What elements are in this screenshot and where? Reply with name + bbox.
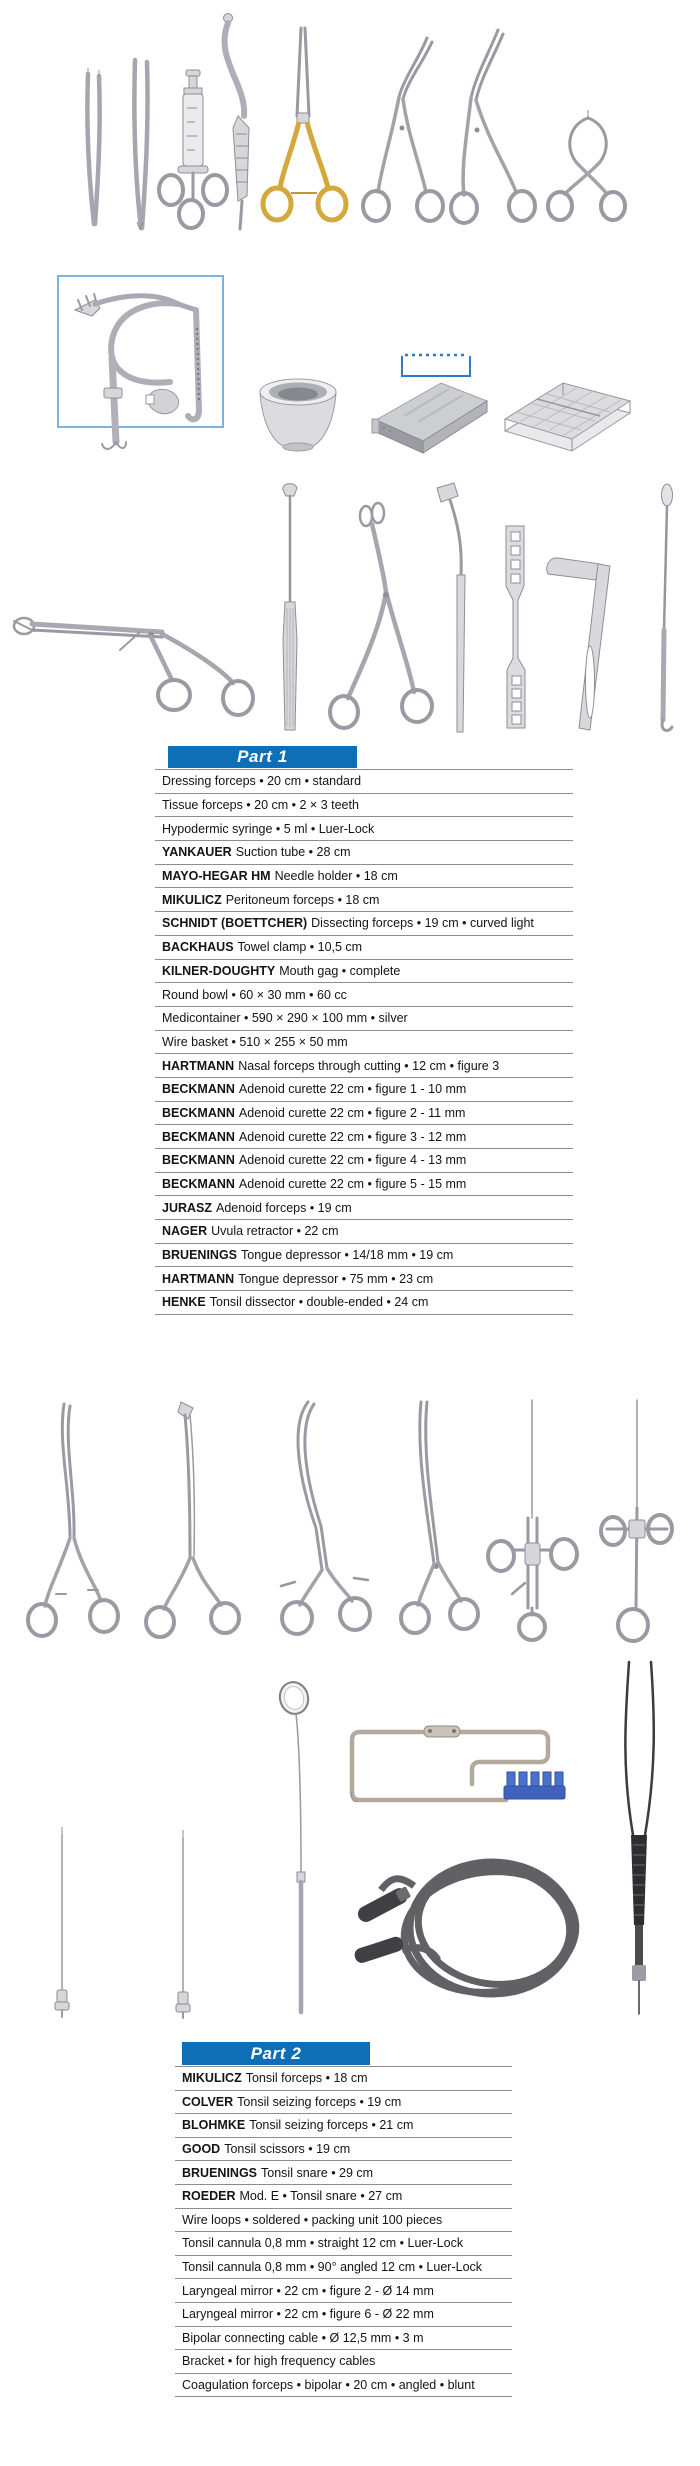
blohmke-tonsil-seizing-forceps-image [281, 1402, 370, 1634]
item-name: KILNER-DOUGHTY [162, 963, 276, 978]
table-row [175, 2231, 512, 2255]
item-name: HENKE [162, 1295, 206, 1310]
part1-title: Part 1 [237, 747, 288, 766]
table-row [155, 793, 573, 817]
instrument-row-basic [0, 0, 700, 240]
table-row [155, 1172, 573, 1196]
item-name: HARTMANN [162, 1271, 235, 1286]
item-description: Bipolar connecting cable • Ø 12,5 mm • 3 m [182, 2330, 424, 2345]
item-description: Uvula retractor • 22 cm [211, 1224, 339, 1239]
item-description: Round bowl • 60 × 30 mm • 60 cc [162, 987, 347, 1002]
table-row [155, 982, 573, 1006]
dressing-forceps-image [87, 68, 99, 224]
item-description: Tonsil scissors • 19 cm [224, 2142, 351, 2157]
table-row [175, 2090, 512, 2114]
item-description: Wire basket • 510 × 255 × 50 mm [162, 1034, 348, 1049]
item-name: YANKAUER [162, 845, 232, 860]
item-description: Hypodermic syringe • 5 ml • Luer-Lock [162, 821, 375, 836]
tissue-forceps-image [134, 60, 147, 229]
item-description: Needle holder • 18 cm [274, 869, 398, 884]
table-row [155, 1101, 573, 1125]
item-description: Laryngeal mirror • 22 cm • figure 6 - Ø 22 mm [182, 2307, 434, 2322]
table-row [155, 959, 573, 983]
mayo-hegar-needle-holder-image [263, 28, 346, 220]
instrument-row-containers [0, 270, 700, 485]
item-description: Adenoid forceps • 19 cm [216, 1200, 352, 1215]
item-name: MIKULICZ [182, 2071, 242, 2086]
kilner-doughty-mouth-gag-image [75, 294, 199, 449]
wire-basket-image [505, 383, 630, 451]
table-row [155, 1195, 573, 1219]
henke-tonsil-dissector-image [662, 484, 673, 731]
hartmann-tongue-depressor-image [547, 558, 610, 730]
part2-table [175, 2066, 512, 2397]
item-description: Bracket • for high frequency cables [182, 2354, 376, 2369]
table-row [155, 1030, 573, 1054]
item-name: SCHNIDT (BOETTCHER) [162, 916, 308, 931]
item-description: Suction tube • 28 cm [235, 845, 351, 860]
item-description: Dressing forceps • 20 cm • standard [162, 774, 362, 789]
mikulicz-tonsil-forceps-image [28, 1404, 118, 1636]
table-row [175, 2184, 512, 2208]
table-row [155, 1290, 573, 1314]
table-row [175, 2302, 512, 2326]
item-description: Adenoid curette 22 cm • figure 3 - 12 mm [238, 1129, 467, 1144]
laryngeal-mirror-image [276, 1679, 311, 2012]
item-name: BECKMANN [162, 1177, 235, 1192]
table-row [155, 864, 573, 888]
bipolar-cable-image [353, 1858, 582, 2001]
tonsil-cannula-angled-image [176, 1830, 190, 2018]
roeder-tonsil-snare-image [601, 1400, 672, 1641]
item-description: Peritoneum forceps • 18 cm [225, 892, 380, 907]
dashed-placeholder-box [402, 355, 470, 376]
item-description: Towel clamp • 10,5 cm [237, 940, 363, 955]
table-row [155, 1148, 573, 1172]
item-name: BRUENINGS [182, 2165, 258, 2180]
item-description: Tongue depressor • 14/18 mm • 19 cm [241, 1248, 454, 1263]
hypodermic-syringe-image [159, 70, 227, 228]
item-name: JURASZ [162, 1200, 213, 1215]
item-description: Tonsil cannula 0,8 mm • straight 12 cm • Luer-Lock [182, 2236, 464, 2251]
table-row [175, 2349, 512, 2373]
item-name: HARTMANN [162, 1058, 235, 1073]
table-row [155, 1077, 573, 1101]
item-name: BECKMANN [162, 1105, 235, 1120]
medicontainer-image [372, 383, 487, 453]
item-description: Tonsil forceps • 18 cm [245, 2071, 368, 2086]
item-description: Laryngeal mirror • 22 cm • figure 2 - Ø 14 mm [182, 2283, 434, 2298]
table-row [155, 816, 573, 840]
item-name: ROEDER [182, 2189, 236, 2204]
item-description: Nasal forceps through cutting • 12 cm • figure 3 [238, 1058, 500, 1073]
item-name: BECKMANN [162, 1153, 235, 1168]
item-description: Mouth gag • complete [279, 963, 401, 978]
item-description: Dissecting forceps • 19 cm • curved light [311, 916, 534, 931]
coagulation-forceps-image [625, 1662, 653, 2014]
table-row [155, 935, 573, 959]
good-tonsil-scissors-image [401, 1402, 478, 1633]
item-name: NAGER [162, 1224, 208, 1239]
table-row [155, 911, 573, 935]
colver-tonsil-seizing-forceps-image [146, 1402, 239, 1637]
item-name: BRUENINGS [162, 1248, 238, 1263]
table-row [155, 1124, 573, 1148]
table-row [175, 2137, 512, 2161]
item-description: Adenoid curette 22 cm • figure 2 - 11 mm [238, 1105, 466, 1120]
schnidt-dissecting-forceps-image [451, 30, 535, 223]
beckmann-adenoid-curette-image [283, 484, 297, 730]
table-row [175, 2208, 512, 2232]
item-name: COLVER [182, 2094, 234, 2109]
part2-header [182, 2042, 370, 2065]
cable-bracket-image [504, 1772, 565, 1799]
table-row [175, 2113, 512, 2137]
item-description: Adenoid curette 22 cm • figure 1 - 10 mm [238, 1082, 467, 1097]
part2-title: Part 2 [250, 2043, 302, 2063]
item-description: Tissue forceps • 20 cm • 2 × 3 teeth [162, 798, 359, 813]
table-row [155, 1219, 573, 1243]
item-name: BLOHMKE [182, 2118, 246, 2133]
table-row [175, 2255, 512, 2279]
table-row [155, 1053, 573, 1077]
item-description: Coagulation forceps • bipolar • 20 cm • angled • blunt [182, 2378, 475, 2393]
item-description: Adenoid curette 22 cm • figure 5 - 15 mm [238, 1177, 467, 1192]
bruenings-tongue-depressor-image [506, 526, 525, 728]
bruenings-tonsil-snare-image [488, 1400, 577, 1640]
table-row [175, 2066, 512, 2090]
item-name: BECKMANN [162, 1129, 235, 1144]
item-name: BACKHAUS [162, 940, 234, 955]
backhaus-towel-clamp-image [548, 110, 625, 220]
table-row [155, 1006, 573, 1030]
jurasz-adenoid-forceps-image [330, 503, 432, 728]
hartmann-nasal-forceps-image [14, 618, 253, 715]
table-row [155, 1243, 573, 1267]
tonsil-cannula-straight-image [55, 1827, 69, 2017]
table-row [155, 887, 573, 911]
item-description: Tonsil dissector • double-ended • 24 cm [209, 1295, 429, 1310]
instrument-row-accessories [0, 1660, 700, 2020]
item-description: Wire loops • soldered • packing unit 100 pieces [182, 2212, 443, 2227]
item-description: Tonsil cannula 0,8 mm • 90° angled 12 cm • Luer-Lock [182, 2260, 483, 2275]
item-description: Medicontainer • 590 × 290 × 100 mm • silver [162, 1011, 408, 1026]
item-description: Adenoid curette 22 cm • figure 4 - 13 mm [238, 1153, 467, 1168]
instrument-row-tonsil [0, 1398, 700, 1648]
nager-uvula-retractor-image [437, 483, 465, 732]
item-description: Mod. E • Tonsil snare • 27 cm [239, 2189, 403, 2204]
item-name: MIKULICZ [162, 892, 222, 907]
table-row [175, 2326, 512, 2350]
table-row [175, 2160, 512, 2184]
item-name: MAYO-HEGAR HM [162, 869, 271, 884]
item-description: Tonsil seizing forceps • 21 cm [249, 2118, 414, 2133]
table-row [155, 769, 573, 793]
item-description: Tongue depressor • 75 mm • 23 cm [238, 1271, 434, 1286]
mikulicz-peritoneum-forceps-image [363, 38, 443, 221]
part1-table [155, 769, 573, 1315]
round-bowl-image [260, 379, 336, 451]
item-description: Tonsil snare • 29 cm [261, 2165, 374, 2180]
table-row [155, 840, 573, 864]
item-name: BECKMANN [162, 1082, 235, 1097]
table-row [155, 1266, 573, 1290]
item-description: Tonsil seizing forceps • 19 cm [237, 2094, 402, 2109]
instrument-row-ent [0, 480, 700, 745]
table-row [175, 2373, 512, 2397]
item-name: GOOD [182, 2142, 221, 2157]
table-row [175, 2278, 512, 2302]
part1-header [168, 746, 357, 768]
